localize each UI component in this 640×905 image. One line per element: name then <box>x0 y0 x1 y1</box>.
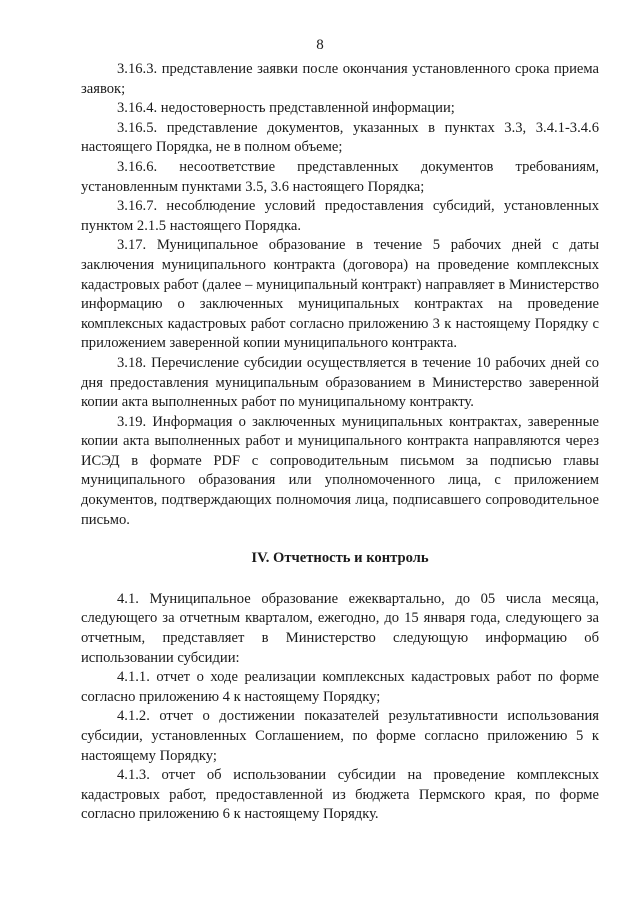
paragraph-4-1-1: 4.1.1. отчет о ходе реализации комплексных кадастровых работ по форме согласно приложению 4 к настоящему Порядку; <box>81 669 599 705</box>
paragraph-3-16-5: 3.16.5. представление документов, указанных в пунктах 3.3, 3.4.1-3.4.6 настоящего Порядка, не в полном объеме; <box>81 119 599 156</box>
paragraph-3-17: 3.17. Муниципальное образование в течение 5 рабочих дней с даты заключения муниципального контракта (договора) на проведение комплексных кадастровых работ (далее – муниципальный контракт) направляет в Министерство информацию о заключенных муниципальных контрактах на проведение комплексных кадастровых работ согласно приложению 3 к настоящему Порядку с приложением заверенной копии муниципального контракта. <box>81 237 599 352</box>
paragraph-4-1-2: 4.1.2. отчет о достижении показателей результативности использования субсидии, установленных Соглашением, по форме согласно приложению 5 к настоящему Порядку; <box>81 708 599 764</box>
section-heading: IV. Отчетность и контроль <box>251 550 429 567</box>
document-body <box>81 60 599 825</box>
paragraph-3-18: 3.18. Перечисление субсидии осуществляется в течение 10 рабочих дней со дня предоставления муниципальным образованием в Министерство заверенной копии акта выполненных работ по муниципальному контракту. <box>81 354 599 411</box>
paragraph-3-16-4: 3.16.4. недостоверность представленной информации; <box>117 100 455 117</box>
paragraph-3-16-3: 3.16.3. представление заявки после окончания установленного срока приема заявок; <box>81 61 599 97</box>
page-number: 8 <box>316 37 324 53</box>
paragraph-3-16-6: 3.16.6. несоответствие представленных документов требованиям, установленным пунктами 3.5, 3.6 настоящего Порядка; <box>81 158 599 195</box>
paragraph-4-1: 4.1. Муниципальное образование ежеквартально, до 05 числа месяца, следующего за отчетным кварталом, ежегодно, до 15 января года, следующего за отчетным, представляет в Министерство следующую информацию об использовании субсидии: <box>81 590 599 666</box>
paragraph-4-1-3: 4.1.3. отчет об использовании субсидии на проведение комплексных кадастровых работ, предоставленной из бюджета Пермского края, по форме согласно приложению 6 к настоящему Порядку. <box>81 767 599 823</box>
paragraph-3-16-7: 3.16.7. несоблюдение условий предоставления субсидий, установленных пунктом 2.1.5 настоящего Порядка. <box>81 198 599 234</box>
paragraph-3-19: 3.19. Информация о заключенных муниципальных контрактах, заверенные копии акта выполненных работ и муниципального контракта направляются через ИСЭД в формате PDF с сопроводительным письмом за подписью главы муниципального образования или уполномоченного лица, с приложением документов, подтверждающих полномочия лица, подписавшего сопроводительное письмо. <box>81 413 599 528</box>
